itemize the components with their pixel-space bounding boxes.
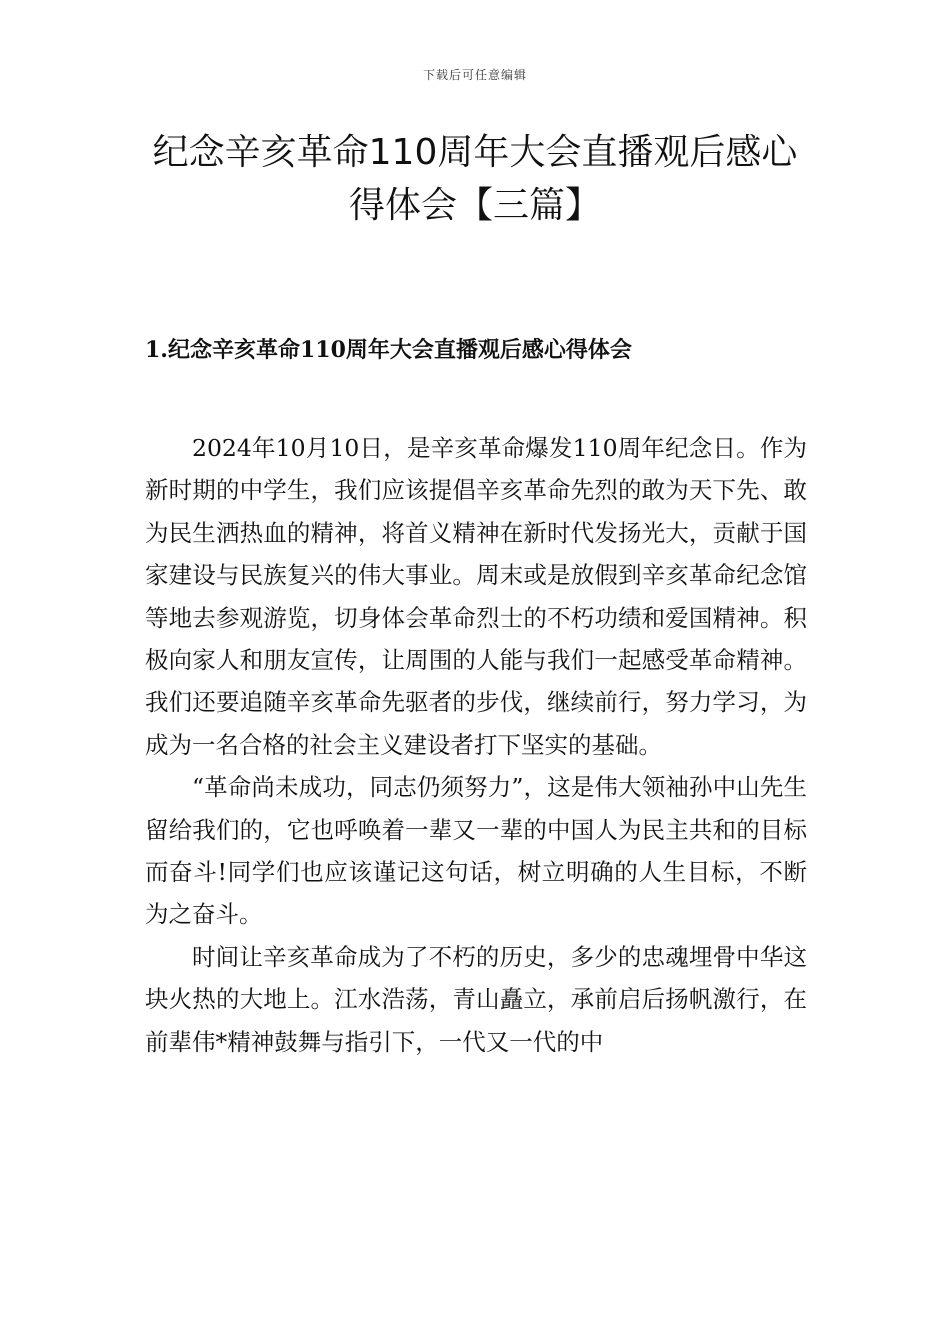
- header-note: 下载后可任意编辑: [422, 68, 527, 82]
- paragraph: 2024年10月10日，是辛亥革命爆发110周年纪念日。作为新时期的中学生，我们应该提倡辛亥革命先烈的敢为天下先、敢为民生洒热血的精神，将首义精神在新时代发扬光大，贡献于国家建设与民族复兴的伟大事业。周末或是放假到辛亥革命纪念馆等地去参观游览，切身体会革命烈士的不朽功绩和爱国精神。积极向家人和朋友宣传，让周围的人能与我们一起感受革命精神。我们还要追随辛亥革命先驱者的步伐，继续前行，努力学习，为成为一名合格的社会主义建设者打下坚实的基础。: [145, 434, 807, 759]
- paragraph: 时间让辛亥革命成为了不朽的历史，多少的忠魂埋骨中华这块火热的大地上。江水浩荡，青山矗立，承前启后扬帆激行，在前辈伟*精神鼓舞与指引下，一代又一代的中: [145, 942, 807, 1056]
- paragraph: “革命尚未成功，同志仍须努力”，这是伟大领袖孙中山先生留给我们的，它也呼唤着一辈又一辈的中国人为民主共和的目标而奋斗!同学们也应该谨记这句话，树立明确的人生目标，不断为之奋斗。: [145, 773, 807, 929]
- title-line-2: 得体会【三篇】: [348, 185, 601, 226]
- title-line-1: 纪念辛亥革命110周年大会直播观后感心: [152, 132, 798, 173]
- body-text: [145, 427, 807, 1063]
- document-title: [150, 126, 800, 232]
- section-heading: 1.纪念辛亥革命110周年大会直播观后感心得体会: [145, 337, 632, 363]
